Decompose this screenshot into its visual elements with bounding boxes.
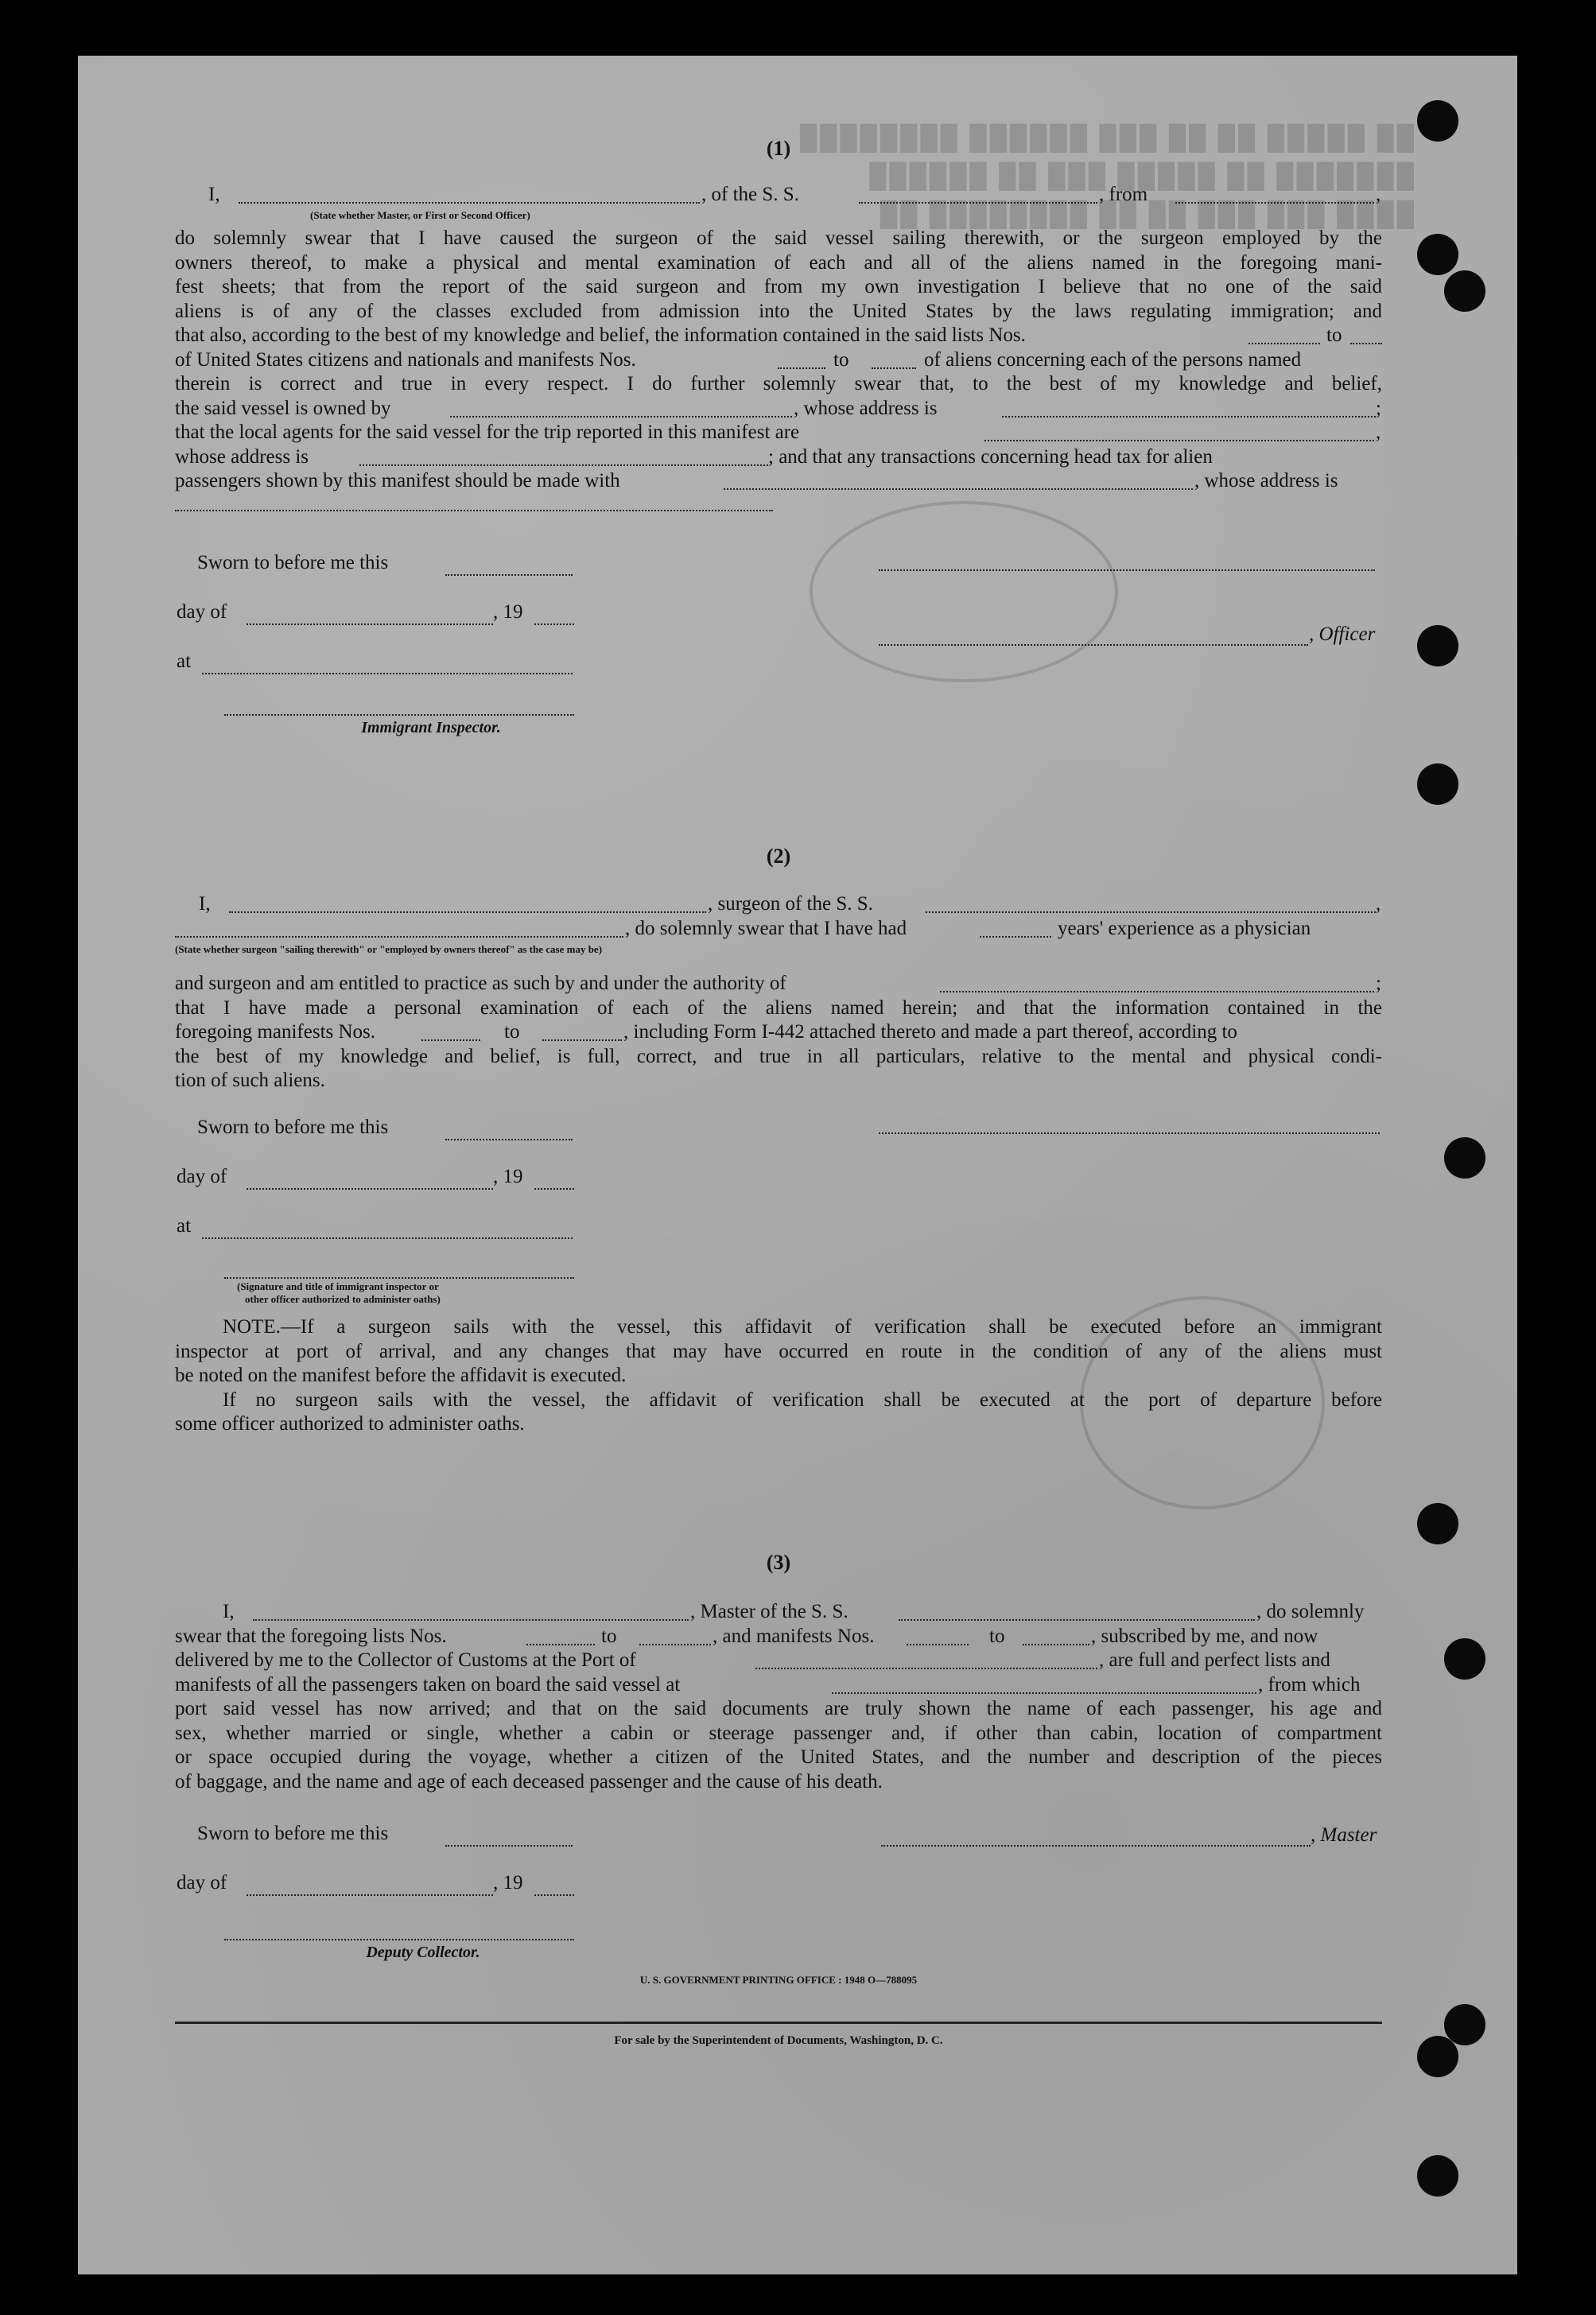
s2-year-label: , 19 [493,1166,523,1187]
s2-manifests-from-field[interactable] [421,1023,480,1041]
s1-manifests-text: of United States citizens and nationals and manifests Nos. [175,348,636,371]
s3-sworn-label: Sworn to before me this [197,1823,389,1844]
s3-line-4 [175,1673,1382,1698]
s3-body-line-1: port said vessel has now arrived; and that on the said documents are truly shown the name of each passenger, his age and [175,1698,1382,1719]
punch-hole [1444,1638,1485,1680]
s3-master-name-field[interactable] [253,1603,689,1621]
s1-officer-signature-field[interactable] [879,643,1308,646]
s1-correct-line: therein is correct and true in every respect. I do further solemnly swear that, to the best of my knowledge and belief, [175,373,1382,394]
s2-capacity-field[interactable] [175,920,623,938]
s1-body-line-3: fest sheets; that from the report of the said surgeon and from my own investigation I believe that no one of the said [175,276,1382,297]
s3-manifests-text: , and manifests Nos. [713,1625,875,1647]
s3-full-perfect: , are full and perfect lists and [1099,1649,1330,1671]
s1-headtax-address-field[interactable] [175,494,773,511]
bleed-through-text: ██ █████ ██ ██ ███ ██████ ████████ ███████ ██ █████ ███ ██ ██████ ████ ███ ███ ██ ██ ████████ ██ [796,125,1414,227]
s3-manifests-from-field[interactable] [907,1628,969,1645]
s2-surgeon-of-ss: , surgeon of the S. S. [708,893,873,915]
s3-manifests-to-field[interactable] [1023,1628,1089,1645]
s1-comma: , [1376,184,1381,205]
punch-hole [1444,1137,1485,1179]
s1-body-line-4: aliens is of any of the classes excluded from admission into the United States by the laws regulating immigration; and [175,300,1382,322]
s1-manifests-line [175,348,1382,373]
punch-hole [1417,2036,1458,2077]
s3-deputy-signature-field[interactable] [224,1937,574,1940]
s3-day-of-label: day of [177,1872,227,1894]
s3-master-of-ss: , Master of the S. S. [690,1601,848,1622]
s3-line-3 [175,1649,1382,1673]
s3-body-line-2: sex, whether married or single, whether a cabin or steerage passenger and, if other than cabin, location of compartment [175,1722,1382,1744]
s2-authority-field[interactable] [940,975,1374,992]
s3-subscribed: , subscribed by me, and now [1091,1625,1318,1647]
s1-address-line [175,494,1382,519]
s2-years-text: years' experience as a physician [1058,917,1311,939]
s3-solemnly: , do solemnly [1256,1601,1365,1622]
s2-sworn-label: Sworn to before me this [197,1117,389,1138]
s2-line3-end: ; [1376,973,1381,994]
s1-rank-caption: (State whether Master, or First or Second Officer) [310,209,530,221]
s3-lists-text: swear that the foregoing lists Nos. [175,1625,447,1647]
s1-body-line-2: owners thereof, to make a physical and mental examination of each and all of the aliens named in the foregoing mani- [175,251,1382,274]
s3-i-label: I, [223,1601,235,1622]
s3-master-signature-field[interactable] [881,1843,1311,1847]
s1-owner-field[interactable] [450,400,792,418]
s1-lists-from-field[interactable] [1248,327,1320,344]
faint-stamp [810,501,1118,682]
s3-master-label: , Master [1311,1824,1377,1846]
s2-ship-field[interactable] [926,895,1376,913]
section-2-body [175,972,1382,1093]
s1-sworn-label: Sworn to before me this [197,552,389,573]
s1-of-ss-label: , of the S. S. [701,184,799,205]
s1-agents-line [175,421,1382,445]
s1-from-field[interactable] [1175,186,1374,204]
s2-line-6: the best of my knowledge and belief, is full, correct, and true in all particulars, relative to the mental and physical condi- [175,1045,1382,1067]
s2-note-2: If no surgeon sails with the vessel, the affidavit of verification shall be executed at the port of departure before [223,1389,1382,1411]
s1-day-of-label: day of [177,601,227,623]
s3-lists-to: to [601,1625,617,1647]
s1-lists-to-field[interactable] [1350,327,1382,344]
s3-taken-text: manifests of all the passengers taken on board the said vessel at [175,1673,681,1695]
s2-inspector-signature-field[interactable] [224,1276,574,1279]
s2-authority-text: and surgeon and am entitled to practice as such by and under the authority of [175,973,786,994]
s1-officer-label: , Officer [1309,623,1376,645]
s3-line-1 [175,1600,1382,1625]
s1-owner-address-field[interactable] [1002,400,1376,418]
s3-year-field[interactable] [534,1893,574,1896]
s2-form-text: , including Form I-442 attached thereto and made a part thereof, according to [623,1021,1237,1043]
section-1 [175,137,1382,161]
s2-note-line-2: inspector at port of arrival, and any changes that may have occurred en route in the condition of any of the aliens must [175,1340,1382,1362]
section-1-body [175,227,1382,518]
s3-from-which: , from which [1258,1673,1361,1695]
s1-agents-end: , [1376,421,1381,443]
s2-note-3: some officer authorized to administer oaths. [175,1413,525,1435]
s1-owner-address-label: , whose address is [794,397,938,419]
s2-note-block [175,1315,1382,1437]
s3-manifests-to: to [989,1625,1005,1647]
s1-passengers-rest: , whose address is [1194,470,1338,491]
s1-agents-address-field[interactable] [359,449,768,466]
s1-manifests-to-field[interactable] [872,352,916,369]
s2-line-4: that I have made a personal examination of each of the aliens named herein; and that the information contained in the [175,996,1382,1019]
section-2-number: (2) [766,845,791,868]
section-3-body [175,1600,1382,1794]
s2-surgeon-name-field[interactable] [229,895,706,913]
punch-hole [1444,270,1485,312]
s3-year-label: , 19 [493,1872,523,1894]
s2-foregoing-text: foregoing manifests Nos. [175,1021,376,1043]
s2-manifests-to: to [504,1021,520,1043]
s2-sig-caption-1: (Signature and title of immigrant inspector or [237,1280,439,1292]
s3-body-line-4: of baggage, and the name and age of each deceased passenger and the cause of his death. [175,1770,883,1793]
s3-port-text: delivered by me to the Collector of Customs at the Port of [175,1649,636,1671]
gpo-imprint: U. S. GOVERNMENT PRINTING OFFICE : 1948 O—788095 [639,1974,918,1986]
s2-note-line-3: be noted on the manifest before the affidavit is executed. [175,1365,627,1386]
footer-rule [175,2022,1382,2024]
s1-agents-text: that the local agents for the said vessel for the trip reported in this manifest are [175,421,800,443]
s1-at-field[interactable] [202,671,573,674]
s1-whose-text: whose address is [175,445,309,468]
s2-day-of-label: day of [177,1166,227,1187]
s2-line-5 [175,1020,1382,1045]
section-3-number: (3) [766,1551,791,1574]
punch-hole [1417,100,1458,142]
s3-line-2 [175,1625,1382,1649]
section-2-lines [175,892,1382,941]
s1-inspector-signature-field[interactable] [224,713,574,716]
s1-lists-to: to [1326,324,1342,346]
s2-capacity-caption: (State whether surgeon "sailing therewith" or "employed by owners thereof" as the case may be) [175,943,603,955]
manifest-affidavit-page [78,56,1517,2274]
s2-surgeon-signature-field[interactable] [879,1131,1380,1134]
s3-body-line-3: or space occupied during the voyage, whether a citizen of the United States, and the number and description of the pieces [175,1746,1382,1768]
s1-manifests-to: to [833,348,849,371]
s1-manifests-rest: of aliens concerning each of the persons named [924,348,1302,371]
s1-passengers-line [175,469,1382,494]
s2-at-label: at [177,1215,192,1237]
section-3 [175,1551,1382,1575]
s1-whose-line [175,445,1382,470]
s1-at-label: at [177,651,192,672]
s1-master-signature-field[interactable] [879,568,1375,571]
s2-line-1 [175,892,1382,917]
s2-year-field[interactable] [534,1187,574,1190]
s2-sig-caption-2: other officer authorized to administer oaths) [245,1293,441,1305]
s2-years-field[interactable] [980,920,1051,938]
s3-month-field[interactable] [247,1893,493,1896]
s3-ship-field[interactable] [899,1603,1255,1621]
s1-headtax-agent-field[interactable] [724,472,1193,490]
s3-embark-port-field[interactable] [832,1676,1256,1694]
s1-i-label: I, [208,184,220,205]
s2-swear-text: , do solemnly swear that I have had [625,917,907,939]
s1-inspector-caption: Immigrant Inspector. [361,719,501,736]
s1-lists-line [175,324,1382,348]
punch-hole [1417,2155,1458,2197]
punch-hole [1417,763,1458,805]
s2-manifests-to-field[interactable] [542,1023,622,1041]
s1-month-field[interactable] [247,622,493,625]
s1-owned-end: ; [1376,397,1381,419]
s1-body-line-1: do solemnly swear that I have caused the surgeon of the said vessel sailing therewith, or the surgeon employed by the [175,227,1382,249]
s3-lists-from-field[interactable] [526,1628,595,1645]
s2-line1-end: , [1376,893,1381,915]
punch-hole [1444,2004,1485,2045]
s2-line-2 [175,917,1382,942]
section-1-number: (1) [766,137,791,160]
s1-year-field[interactable] [534,622,574,625]
s2-i-label: I, [199,893,211,915]
s2-sworn-day-field[interactable] [445,1137,573,1140]
s2-at-field[interactable] [202,1236,573,1239]
s1-manifests-from-field[interactable] [778,352,825,369]
s1-from-label: , from [1099,184,1148,205]
s3-sworn-day-field[interactable] [445,1843,573,1847]
s1-owned-line [175,397,1382,421]
s1-sworn-day-field[interactable] [445,573,573,576]
punch-hole [1417,1503,1458,1544]
s3-port-field[interactable] [755,1652,1097,1669]
s2-month-field[interactable] [247,1187,493,1190]
s3-lists-to-field[interactable] [639,1628,711,1645]
s2-line-7: tion of such aliens. [175,1070,325,1091]
s1-passengers-text: passengers shown by this manifest should be made with [175,470,620,491]
for-sale-line: For sale by the Superintendent of Documents, Washington, D. C. [614,2034,943,2047]
section-2 [175,845,1382,868]
s1-headtax-text: ; and that any transactions concerning head tax for alien [768,445,1213,468]
punch-hole [1417,625,1458,666]
s1-rank-field[interactable] [239,186,700,204]
s1-lists-text: that also, according to the best of my knowledge and belief, the information contained in the said lists Nos. [175,324,1026,346]
s2-line-3 [175,972,1382,996]
s1-year-label: , 19 [493,601,523,623]
s1-ship-name-field[interactable] [859,186,1097,204]
punch-hole [1417,234,1458,275]
s2-note-line-1: NOTE.—If a surgeon sails with the vessel, this affidavit of verification shall be executed before an immigrant [223,1316,1382,1338]
s3-deputy-caption: Deputy Collector. [366,1944,480,1961]
s1-owned-text: the said vessel is owned by [175,397,391,419]
s1-agents-field[interactable] [984,424,1374,441]
